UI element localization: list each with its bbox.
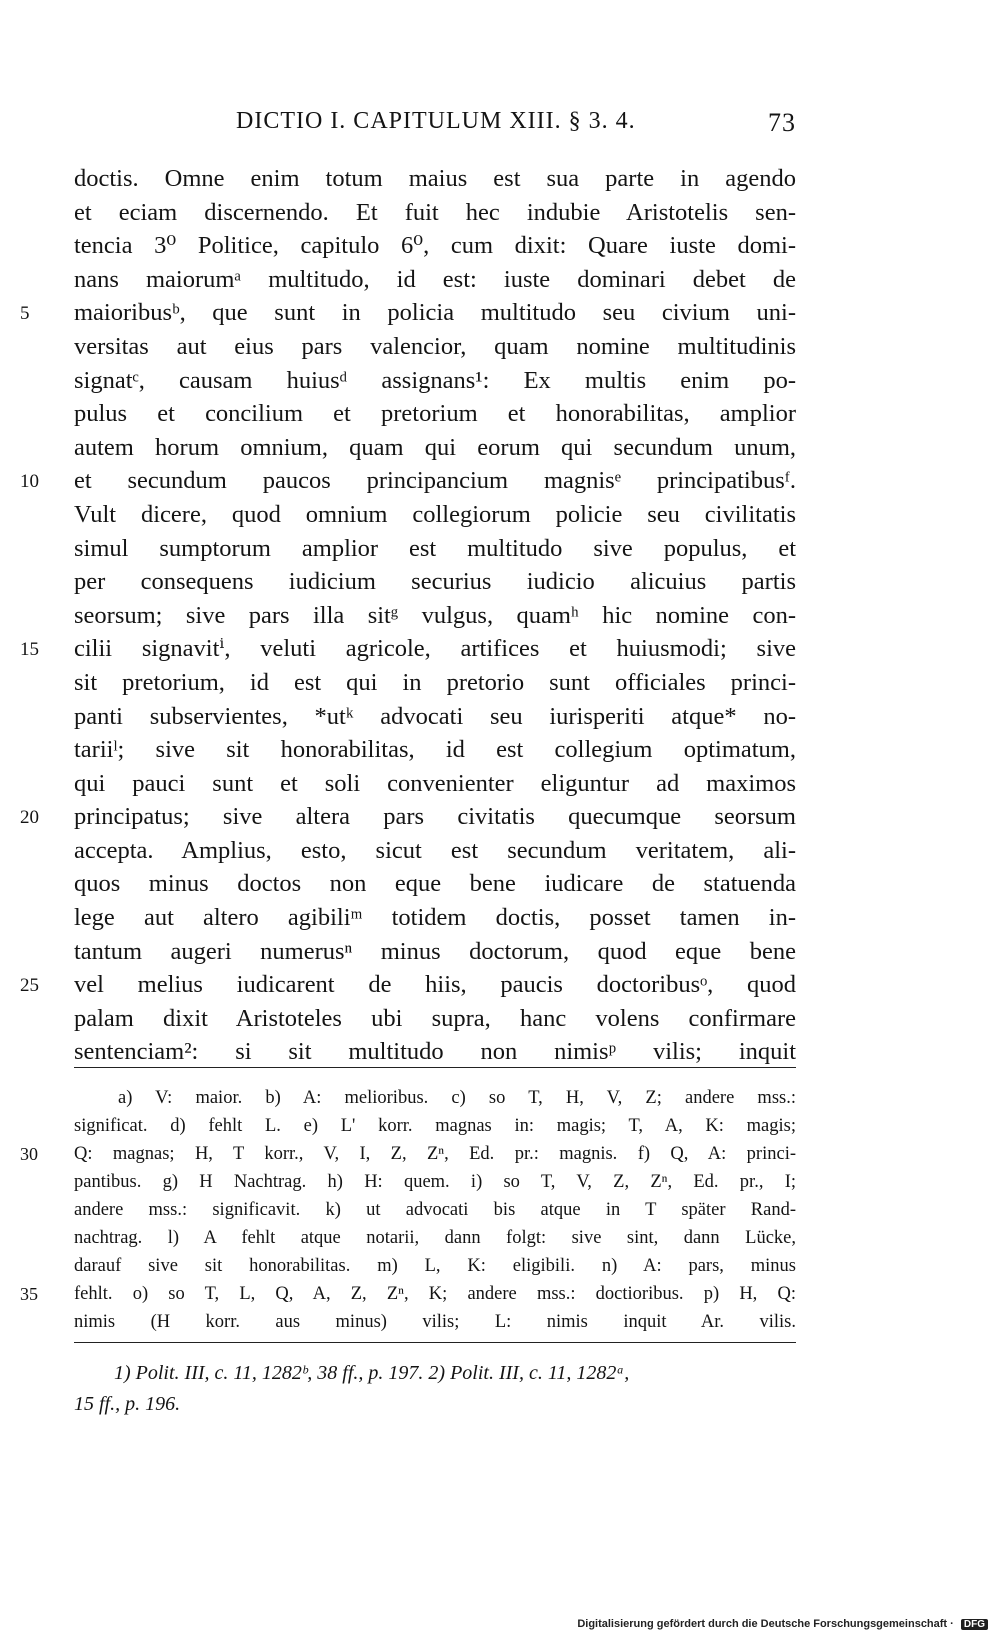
digitization-note xyxy=(577,1618,988,1630)
line-text: tariiˡ; sive sit honorabilitas, id est collegium optimatum, xyxy=(74,736,796,764)
footnote-divider xyxy=(74,1342,796,1343)
line-text: sit pretorium, id est qui in pretorio sunt officiales princi- xyxy=(74,668,796,696)
apparatus-line xyxy=(74,1224,796,1252)
text-line xyxy=(74,498,796,532)
apparatus-line xyxy=(74,1168,796,1196)
apparatus-line xyxy=(74,1252,796,1280)
line-text: tencia 3⁰ Politice, capitulo 6⁰, cum dixit: Quare iuste domi- xyxy=(74,232,796,260)
line-text: et secundum paucos principancium magnisᵉ principatibusᶠ. xyxy=(74,467,796,495)
line-text: autem horum omnium, quam qui eorum qui secundum unum, xyxy=(74,433,796,461)
line-text: qui pauci sunt et soli convenienter eliguntur ad maximos xyxy=(74,769,796,797)
text-line xyxy=(74,935,796,969)
text-line xyxy=(74,229,796,263)
text-line xyxy=(74,196,796,230)
line-text: significat. d) fehlt L. e) L' korr. magnas in: magis; T, A, K: magis; xyxy=(74,1116,796,1136)
line-text: versitas aut eius pars valencior, quam nomine multitudinis xyxy=(74,332,796,360)
line-text: panti subservientes, *utᵏ advocati seu iurisperiti atque* no- xyxy=(74,702,796,730)
line-text: nans maiorumᵃ multitudo, id est: iuste dominari debet de xyxy=(74,265,796,293)
line-text: quos minus doctos non eque bene iudicare de statuenda xyxy=(74,870,796,898)
text-line xyxy=(74,1035,796,1069)
text-line xyxy=(74,733,796,767)
line-text: pantibus. g) H Nachtrag. h) H: quem. i) so T, V, Z, Zⁿ, Ed. pr., I; xyxy=(74,1172,796,1192)
text-line xyxy=(20,968,796,1002)
line-text: principatus; sive altera pars civitatis quecumque seorsum xyxy=(74,803,796,831)
line-text: accepta. Amplius, esto, sicut est secundum veritatem, ali- xyxy=(74,836,796,864)
line-text: palam dixit Aristoteles ubi supra, hanc volens confirmare xyxy=(74,1004,796,1032)
line-text: sentenciam²: si sit multitudo non nimisᵖ vilis; inquit xyxy=(74,1038,796,1066)
apparatus-divider xyxy=(74,1067,796,1068)
line-text: per consequens iudicium securius iudicio alicuius partis xyxy=(74,568,796,596)
line-text: et eciam discernendo. Et fuit hec indubie Aristotelis sen- xyxy=(74,198,796,226)
footnote-line: 1) Polit. III, c. 11, 1282ᵇ, 38 ff., p. 197. 2) Polit. III, c. 11, 1282ᵃ, xyxy=(114,1362,630,1384)
line-number: 15 xyxy=(20,639,39,661)
text-line xyxy=(74,599,796,633)
line-text: andere mss.: significavit. k) ut advocati bis atque in T später Rand- xyxy=(74,1200,796,1220)
page-number: 73 xyxy=(768,108,796,137)
apparatus-line xyxy=(74,1196,796,1224)
text-line xyxy=(74,666,796,700)
line-text: a) V: maior. b) A: melioribus. c) so T, H, V, Z; andere mss.: xyxy=(118,1088,796,1108)
line-text: nachtrag. l) A fehlt atque notarii, dann folgt: sive sint, dann Lücke, xyxy=(74,1228,796,1248)
text-line xyxy=(20,464,796,498)
text-line xyxy=(74,397,796,431)
line-text: cilii signavitⁱ, veluti agricole, artifices et huiusmodi; sive xyxy=(74,635,796,663)
digitization-text: Digitalisierung gefördert durch die Deutsche Forschungsgemeinschaft · xyxy=(577,1618,954,1630)
line-text: lege aut altero agibiliᵐ totidem doctis, posset tamen in- xyxy=(74,904,796,932)
line-text: doctis. Omne enim totum maius est sua parte in agendo xyxy=(74,165,796,192)
running-head xyxy=(70,104,796,138)
apparatus-line xyxy=(74,1084,796,1112)
line-text: simul sumptorum amplior est multitudo sive populus, et xyxy=(74,534,796,562)
main-text xyxy=(20,162,796,1069)
line-number: 20 xyxy=(20,807,39,829)
apparatus-line xyxy=(20,1280,796,1308)
text-line xyxy=(74,532,796,566)
text-line xyxy=(74,700,796,734)
text-line xyxy=(74,1002,796,1036)
critical-apparatus xyxy=(20,1084,796,1336)
line-text: maioribusᵇ, que sunt in policia multitudo seu civium uni- xyxy=(74,299,796,327)
line-number: 10 xyxy=(20,471,39,493)
line-text: tantum augeri numerusⁿ minus doctorum, quod eque bene xyxy=(74,937,796,965)
text-line xyxy=(74,901,796,935)
dfg-logo: DFG xyxy=(961,1619,988,1630)
line-text: darauf sive sit honorabilitas. m) L, K: eligibili. n) A: pars, minus xyxy=(74,1256,796,1276)
text-line xyxy=(20,800,796,834)
line-text: Vult dicere, quod omnium collegiorum policie seu civilitatis xyxy=(74,500,796,528)
text-line xyxy=(74,834,796,868)
line-text: pulus et concilium et pretorium et honorabilitas, amplior xyxy=(74,400,796,428)
line-number: 30 xyxy=(20,1144,38,1164)
text-line xyxy=(74,767,796,801)
text-line xyxy=(74,867,796,901)
text-line xyxy=(20,296,796,330)
line-text: Q: magnas; H, T korr., V, I, Z, Zⁿ, Ed. pr.: magnis. f) Q, A: princi- xyxy=(74,1144,796,1164)
text-line xyxy=(74,330,796,364)
source-footnotes xyxy=(74,1358,796,1420)
text-line xyxy=(20,632,796,666)
running-head-title: DICTIO I. CAPITULUM XIII. § 3. 4. xyxy=(236,108,636,134)
line-text: signatᶜ, causam huiusᵈ assignans¹: Ex multis enim po- xyxy=(74,366,796,394)
line-number: 25 xyxy=(20,975,39,997)
line-text: fehlt. o) so T, L, Q, A, Z, Zⁿ, K; andere mss.: doctioribus. p) H, Q: xyxy=(74,1284,796,1304)
text-line xyxy=(74,162,796,196)
line-number: 5 xyxy=(20,303,30,325)
footnote-line: 15 ff., p. 196. xyxy=(74,1393,181,1415)
apparatus-line xyxy=(74,1308,796,1336)
text-line xyxy=(74,565,796,599)
text-line xyxy=(74,431,796,465)
line-text: seorsum; sive pars illa sitᵍ vulgus, quamʰ hic nomine con- xyxy=(74,601,796,629)
apparatus-line xyxy=(20,1140,796,1168)
apparatus-line xyxy=(74,1112,796,1140)
text-line xyxy=(74,263,796,297)
line-text: vel melius iudicarent de hiis, paucis doctoribusᵒ, quod xyxy=(74,971,796,999)
line-number: 35 xyxy=(20,1284,38,1304)
line-text: nimis (H korr. aus minus) vilis; L: nimis inquit Ar. vilis. xyxy=(74,1312,796,1332)
text-line xyxy=(74,364,796,398)
